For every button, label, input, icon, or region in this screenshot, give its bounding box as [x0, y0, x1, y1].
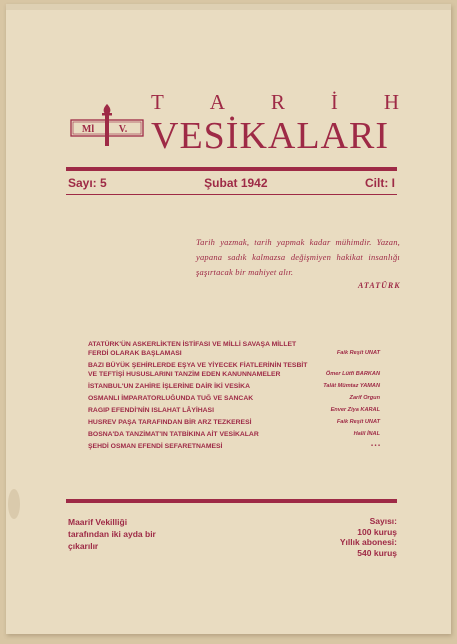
toc-title: İSTANBUL'UN ZAHİRE İŞLERİNE DAİR İKİ VESİKA [88, 383, 250, 390]
toc-item [88, 442, 380, 451]
toc-item [88, 382, 380, 391]
title-letter: H [383, 90, 399, 114]
toc-title: HUSREV PAŞA TARAFINDAN BİR ARZ TEZKERESİ [88, 419, 252, 426]
toc-author: Zarif Orgun [349, 395, 380, 401]
toc-author: Halil İNAL [353, 431, 380, 437]
title-letter: A [209, 90, 225, 114]
toc-author: Talât Mümtaz YAMAN [323, 383, 380, 389]
quote-author: ATATÜRK [358, 281, 401, 290]
title-top [151, 90, 399, 115]
price-label: Sayısı: [369, 516, 397, 526]
toc-title: RAGIP EFENDİ'NİN ISLAHAT LÂYİHASI [88, 407, 214, 414]
subscription-label: Yıllık abonesi: [339, 537, 397, 547]
paper-stain [8, 489, 20, 519]
issue-number: Sayı: 5 [68, 176, 107, 190]
price-value: 100 kuruş [357, 526, 397, 537]
divider-thick [66, 499, 397, 503]
title-letter: R [270, 90, 285, 114]
issue-info [68, 176, 395, 190]
toc-author: Enver Ziya KARAL [330, 407, 380, 413]
ministry-torch-logo [69, 102, 145, 148]
ataturk-quote: Tarih yazmak, tarih yapmak kadar mühimdir. Yazan, yapana sadık kalmazsa değişmiyen hakikat insanlığı şaşırtacak bir mahiyet alır. [196, 237, 400, 277]
title-letter: İ [330, 90, 338, 114]
divider-thin [66, 194, 397, 195]
toc-author: Faik Reşit UNAT [336, 419, 380, 425]
magazine-cover [6, 4, 451, 634]
divider-thick [66, 167, 397, 171]
toc-item [88, 394, 380, 403]
toc-title: OSMANLI İMPARATORLUĞUNDA TUĞ VE SANCAK [88, 395, 254, 402]
toc-item [88, 406, 380, 415]
table-of-contents [88, 340, 380, 454]
toc-title: BAZI BÜYÜK ŞEHİRLERDE EŞYA VE YİYECEK FİATLERİNİN TESBİT VE TEFTİŞİ HUSUSLARINI TANZİM EDEN KANUNNAMELER [88, 362, 308, 378]
toc-item [88, 418, 380, 427]
toc-title: BOSNA'DA TANZİMAT'IN TATBİKINA AİT VESİKALAR [88, 431, 259, 438]
toc-author: • • • [371, 443, 380, 449]
svg-text:V.: V. [118, 124, 128, 135]
publisher-note: Maarif Vekilliği tarafından iki ayda bir çıkarılır [68, 517, 156, 551]
paper-stain [6, 4, 451, 10]
price-info [340, 516, 397, 558]
toc-author: Ömer Lütfi BARKAN [325, 371, 380, 377]
subscription-value: 540 kuruş [357, 547, 397, 558]
toc-author: Faik Reşit UNAT [336, 350, 380, 356]
title-letter: T [151, 90, 164, 114]
toc-item [88, 340, 380, 358]
title-main: VESİKALARI [151, 115, 389, 157]
issue-volume: Cilt: I [364, 176, 395, 190]
toc-item [88, 361, 380, 379]
toc-title: ATATÜRK'ÜN ASKERLİKTEN İSTİFASI VE MİLLİ SAVAŞA MİLLET FERDİ OLARAK BAŞLAMASI [88, 341, 297, 357]
svg-text:Ml: Ml [81, 124, 95, 135]
toc-title: ŞEHDİ OSMAN EFENDİ SEFARETNAMESİ [88, 443, 223, 450]
issue-date: Şubat 1942 [204, 176, 268, 190]
toc-item [88, 430, 380, 439]
